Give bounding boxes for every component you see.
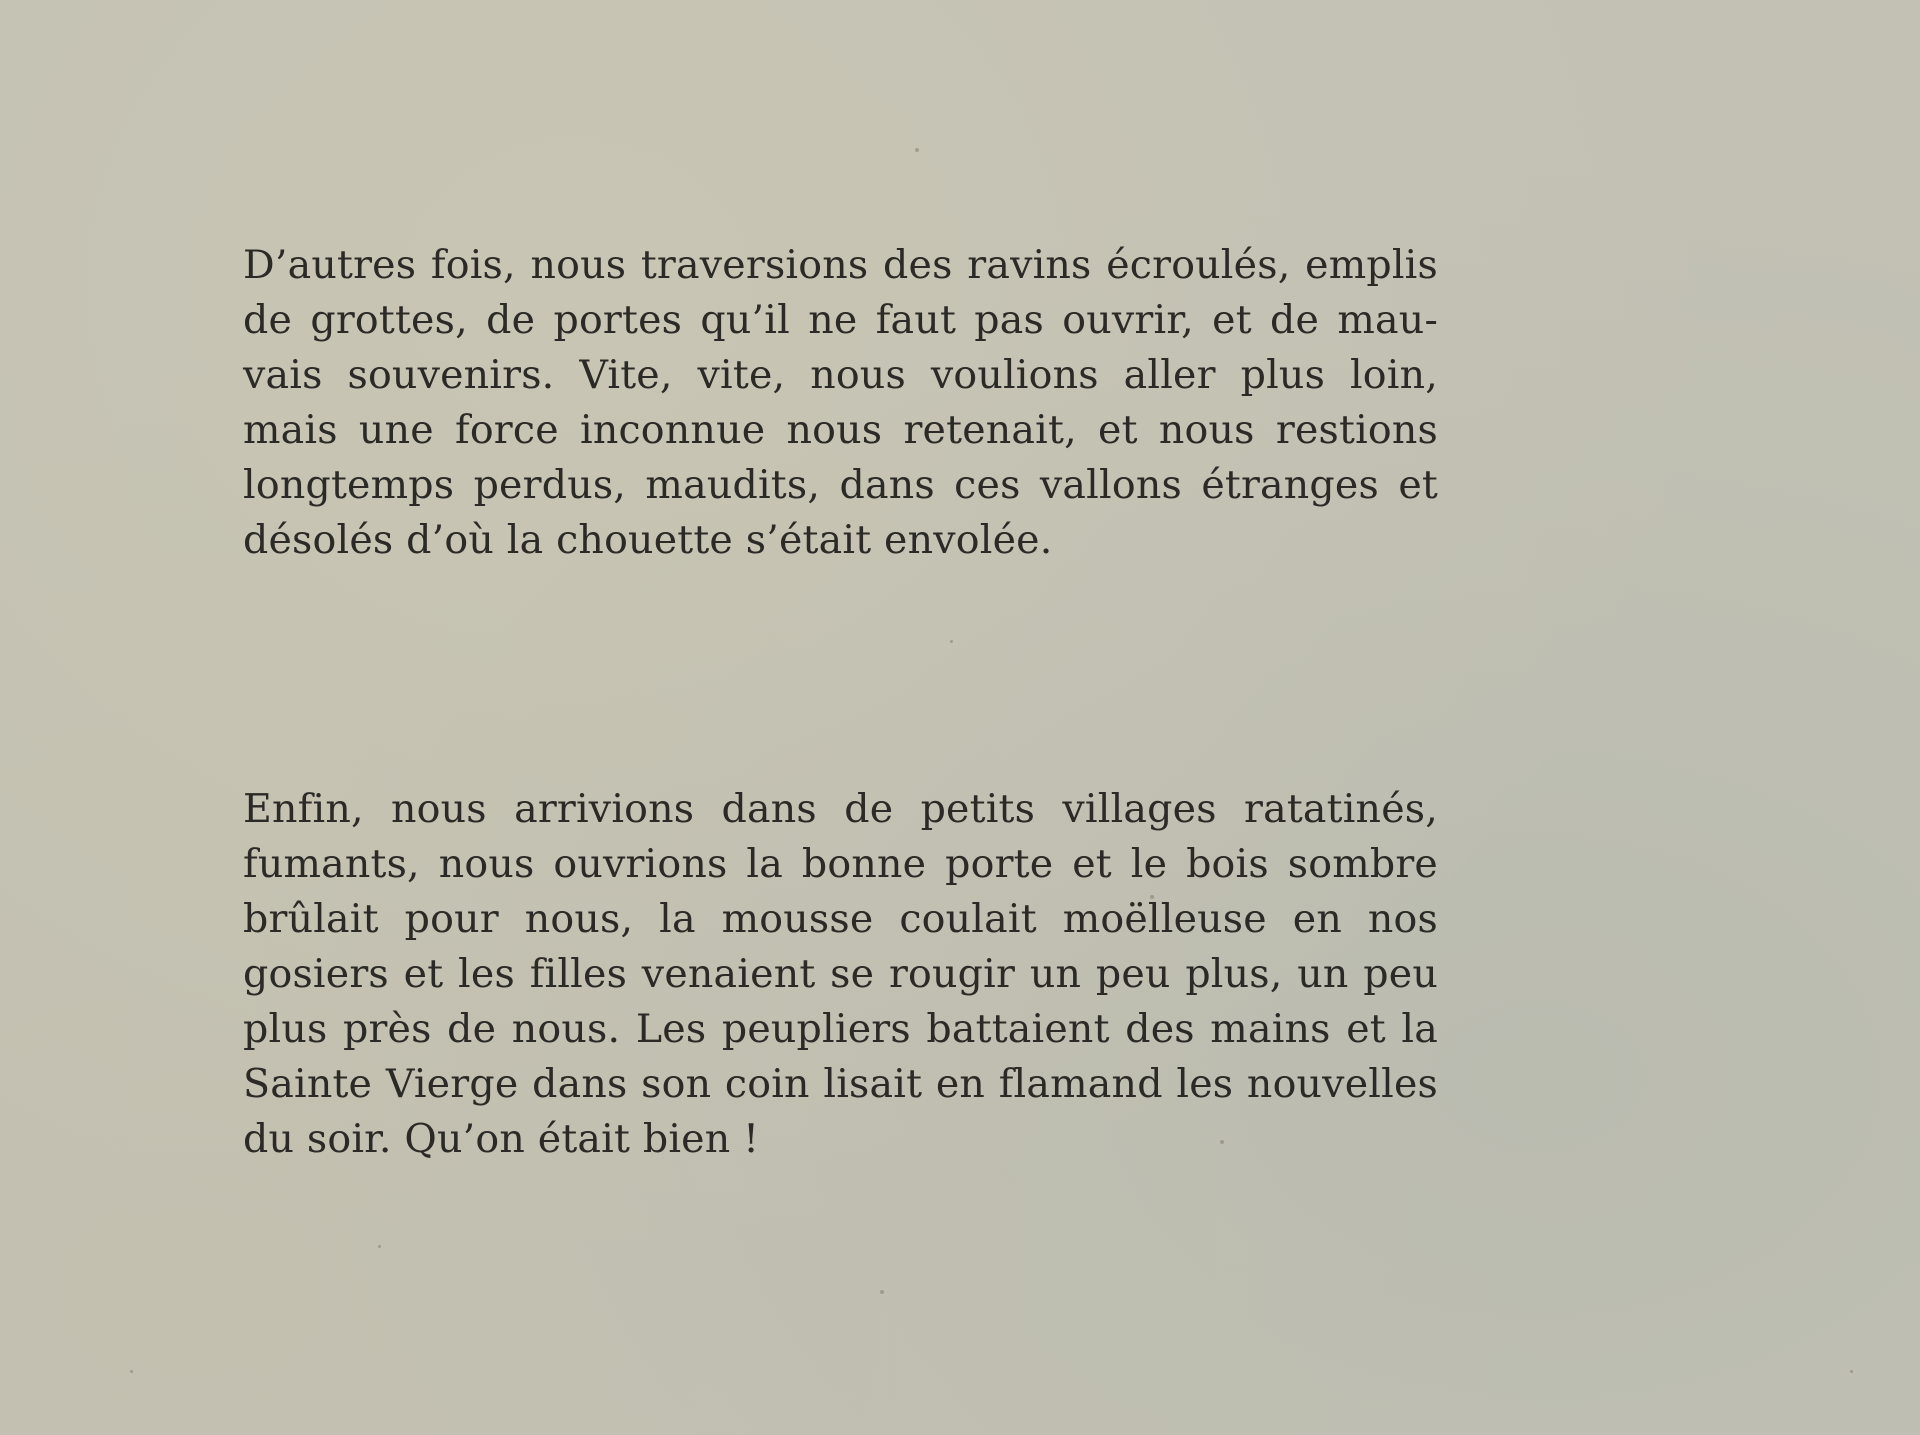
text-line: brûlait pour nous, la mousse coulait moëlleuse en nos [243,896,1438,942]
text-line: longtemps perdus, maudits, dans ces vallons étranges et [243,462,1438,508]
text-line: D’autres fois, nous traversions des ravins écroulés, emplis [243,242,1438,288]
paper-speck [130,1370,133,1373]
paper-speck [950,640,953,643]
paper-speck [378,1245,381,1248]
text-line: vais souvenirs. Vite, vite, nous voulions aller plus loin, [243,352,1438,398]
paper-speck [915,148,919,152]
text-line: du soir. Qu’on était bien ! [243,1116,760,1162]
text-line: fumants, nous ouvrions la bonne porte et le bois sombre [243,841,1438,887]
text-line: de grottes, de portes qu’il ne faut pas ouvrir, et de mau- [243,297,1438,343]
text-line: mais une force inconnue nous retenait, et nous restions [243,407,1438,453]
paper-speck [880,1290,884,1294]
paragraph-2 [243,782,1438,1167]
paper-speck [1850,1370,1853,1373]
paragraph-1 [243,238,1438,568]
text-line: Sainte Vierge dans son coin lisait en flamand les nouvelles [243,1061,1438,1107]
text-line: Enfin, nous arrivions dans de petits villages ratatinés, [243,786,1438,832]
text-line: gosiers et les filles venaient se rougir un peu plus, un peu [243,951,1438,997]
text-line: plus près de nous. Les peupliers battaient des mains et la [243,1006,1438,1052]
text-line: désolés d’où la chouette s’était envolée. [243,517,1053,563]
